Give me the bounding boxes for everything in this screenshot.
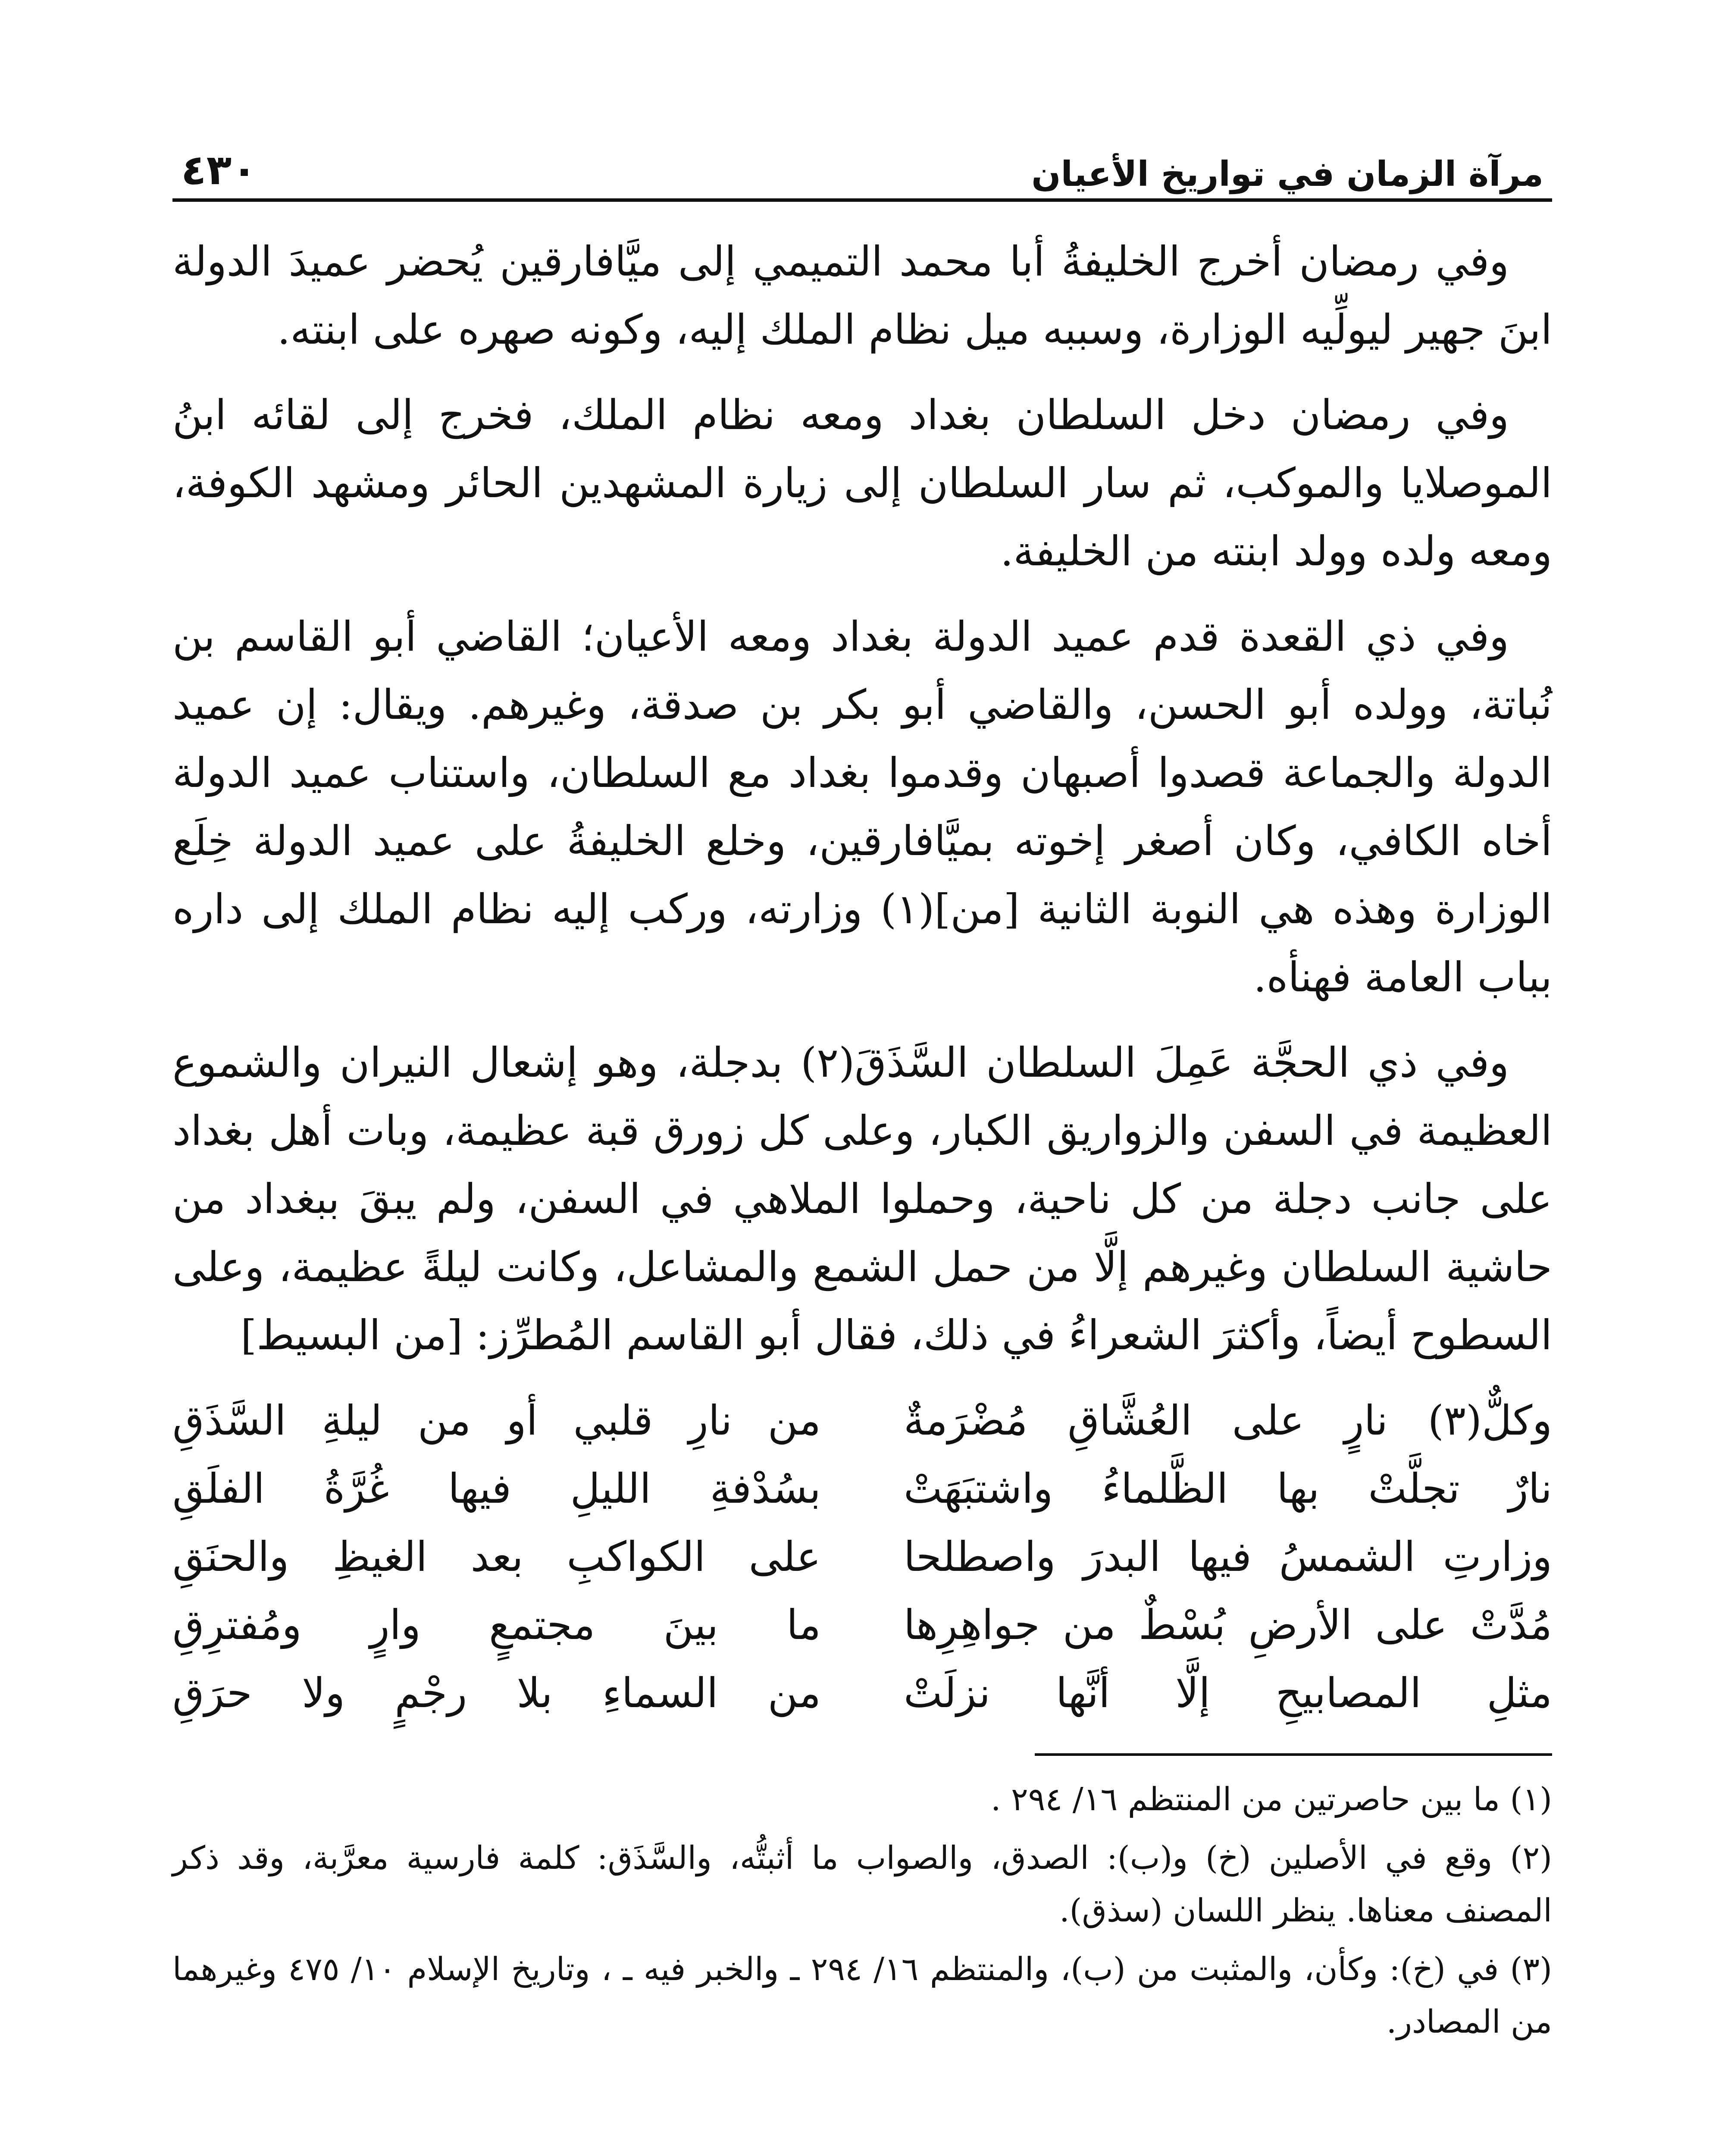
page-number: ٤٣٠ [181, 146, 257, 194]
verse-first-hemistich: وكلٌّ(٣) نارٍ على العُشَّاقِ مُضْرَمةٌ [904, 1397, 1552, 1445]
verse-second-hemistich: من السماءِ بلا رجْمٍ ولا حرَقِ [172, 1670, 821, 1717]
footnotes [172, 1773, 1552, 2048]
verse-second-hemistich: ما بينَ مجتمعٍ وارٍ ومُفترِقِ [172, 1601, 821, 1649]
poem-verse [172, 1455, 1552, 1523]
paragraph: وفي رمضان أخرج الخليفةُ أبا محمد التميمي إلى ميَّافارقين يُحضر عميدَ الدولة ابنَ جهير ليولِّيه الوزارة، وسببه ميل نظام الملك إليه، وكونه صهره على ابنته. [172, 238, 1552, 354]
poem-verse [172, 1659, 1552, 1727]
poem-verse [172, 1523, 1552, 1591]
poem-verse [172, 1591, 1552, 1659]
poem [172, 1387, 1552, 1727]
book-page [172, 129, 1552, 2156]
verse-first-hemistich: مُدَّتْ على الأرضِ بُسْطٌ من جواهِرِها [904, 1601, 1552, 1649]
footnote: (٢) وقع في الأصلين (خ) و(ب): الصدق، والصواب ما أثبتُّه، والسَّذَق: كلمة فارسية معرَّبة، وقد ذكر المصنف معناها. ينظر اللسان (سذق). [172, 1839, 1552, 1929]
main-text [172, 228, 1552, 1727]
verse-first-hemistich: نارٌ تجلَّتْ بها الظَّلماءُ واشتبَهَتْ [904, 1465, 1552, 1513]
verse-second-hemistich: من نارِ قلبي أو من ليلةِ السَّذَقِ [172, 1397, 821, 1445]
verse-second-hemistich: بسُدْفةِ الليلِ فيها غُرَّةُ الفلَقِ [172, 1465, 821, 1513]
verse-first-hemistich: مثلِ المصابيحِ إلَّا أنَّها نزلَتْ [904, 1670, 1552, 1717]
footnote: (١) ما بين حاصرتين من المنتظم ١٦/ ٢٩٤ . [990, 1781, 1552, 1818]
verse-first-hemistich: وزارتِ الشمسُ فيها البدرَ واصطلحا [904, 1533, 1552, 1581]
page-header [172, 129, 1552, 202]
running-title: مرآة الزمان في تواريخ الأعيان [1031, 154, 1543, 194]
poem-verse [172, 1387, 1552, 1455]
verse-second-hemistich: على الكواكبِ بعد الغيظِ والحنَقِ [172, 1533, 821, 1581]
footnote: (٣) في (خ): وكأن، والمثبت من (ب)، والمنتظم ١٦/ ٢٩٤ ـ والخبر فيه ـ ، وتاريخ الإسلام ١٠/ ٤٧٥ وغيرهما من المصادر. [172, 1951, 1552, 2040]
paragraph: وفي ذي الحجَّة عَمِلَ السلطان السَّذَقَ(٢) بدجلة، وهو إشعال النيران والشموع العظيمة في السفن والزواريق الكبار، وعلى كل زورق قبة عظيمة، وبات أهل بغداد على جانب دجلة من كل ناحية، وحملوا الملاهي في السفن، ولم يبقَ ببغداد من حاشية السلطان وغيرهم إلَّا من حمل الشمع والمشاعل، وكانت ليلةً عظيمة، وعلى السطوح أيضاً، وأكثرَ الشعراءُ في ذلك، فقال أبو القاسم المُطرِّز: [من البسيط] [172, 1039, 1552, 1359]
paragraph: وفي رمضان دخل السلطان بغداد ومعه نظام الملك، فخرج إلى لقائه ابنُ الموصلايا والموكب، ثم سار السلطان إلى زيارة المشهدين الحائر ومشهد الكوفة، ومعه ولده وولد ابنته من الخليفة. [172, 392, 1552, 575]
footnote-divider [1035, 1753, 1552, 1756]
paragraph: وفي ذي القعدة قدم عميد الدولة بغداد ومعه الأعيان؛ القاضي أبو القاسم بن نُباتة، وولده أبو الحسن، والقاضي أبو بكر بن صدقة، وغيرهم. ويقال: إن عميد الدولة والجماعة قصدوا أصبهان وقدموا بغداد مع السلطان، واستناب عميد الدولة أخاه الكافي، وكان أصغر إخوته بميَّافارقين، وخلع الخليفةُ على عميد الدولة خِلَع الوزارة وهذه هي النوبة الثانية [من](١) وزارته، وركب إليه نظام الملك إلى داره بباب العامة فهنأه. [172, 613, 1552, 1001]
